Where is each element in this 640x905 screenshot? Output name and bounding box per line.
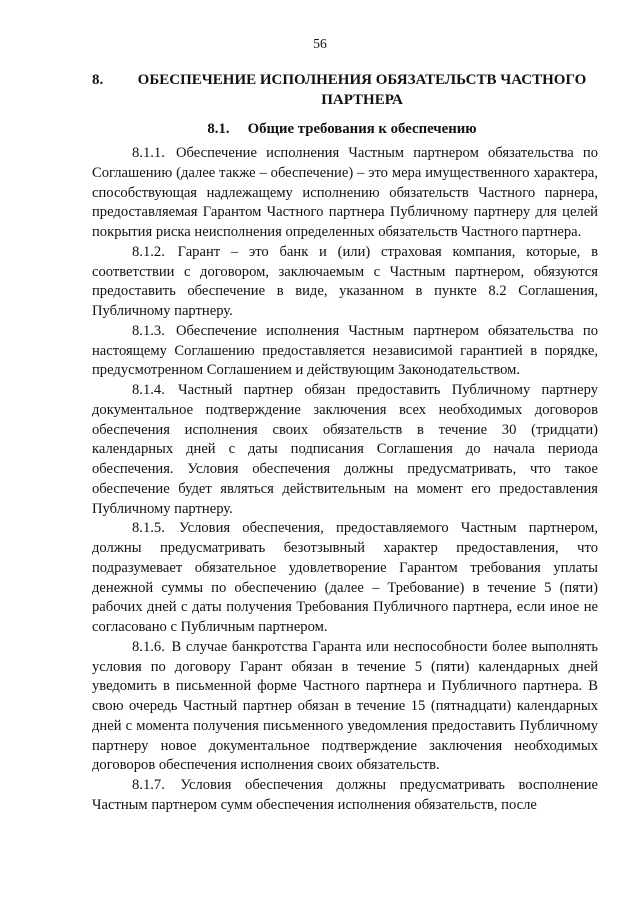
paragraph (92, 776, 598, 816)
paragraph-number: 8.1.1. (132, 145, 165, 161)
paragraph-text: Гарант – это банк и (или) страховая компания, которые, в соответствии с договором, заключаемым с Частным партнером, обязуются предоставить обеспечение в виде, указанном в пункте 8.2 Соглашения, Публичному партнеру. (92, 243, 598, 319)
paragraph (92, 638, 598, 776)
paragraph-text: В случае банкротства Гаранта или неспособности более выполнять условия по договору Гарант обязан в течение 5 (пяти) календарных дней уведомить в письменной форме Частного партнера и Публичного партнера. В свою очередь Частный партнер обязан в течение 15 (пятнадцати) календарных дней с момента получения письменного уведомления предоставить Публичному партнеру новое документальное подтверждение заключения необходимых договоров обеспечения исполнения своих обязательств. (92, 638, 598, 774)
paragraph-number: 8.1.7. (132, 777, 165, 793)
subsection-number: 8.1. (207, 121, 230, 137)
section-number: 8. (92, 72, 104, 88)
section-heading (92, 70, 592, 110)
body-text (92, 144, 598, 816)
section-title: ОБЕСПЕЧЕНИЕ ИСПОЛНЕНИЯ ОБЯЗАТЕЛЬСТВ ЧАСТНОГО ПАРТНЕРА (137, 72, 587, 108)
paragraph (92, 144, 598, 243)
paragraph-text: Обеспечение исполнения Частным партнером обязательства по настоящему Соглашению предоставляется независимой гарантией в порядке, предусмотренном Соглашением и действующим Законодательством. (92, 322, 598, 379)
paragraph-number: 8.1.4. (132, 382, 165, 398)
paragraph-number: 8.1.3. (132, 322, 165, 339)
paragraph-number: 8.1.6. (132, 638, 165, 655)
paragraph-text: Условия обеспечения должны предусматривать восполнение Частным партнером сумм обеспечения исполнения обязательств, после (92, 777, 599, 813)
page-number: 56 (313, 36, 327, 51)
paragraph (92, 322, 598, 381)
paragraph-number: 8.1.5. (132, 520, 165, 537)
paragraph-number: 8.1.2. (132, 243, 165, 260)
paragraph-text: Частный партнер обязан предоставить Публичному партнеру документальное подтверждение заключения всех необходимых договоров обеспечения исполнения своих обязательств в течение 30 (тридцати) календарных дней с даты подписания Соглашения до начала периода обеспечения. Условия обеспечения должны предусматривать, что такое обеспечение будет являться действительным на момент его предоставления Публичному партнеру. (92, 382, 598, 517)
paragraph-text: Условия обеспечения, предоставляемого Частным партнером, должны предусматривать безотзывный характер предоставления, что подразумевает обязательное удовлетворение Гарантом требования уплаты денежной суммы по обеспечению (далее – Требование) в течение 5 (пяти) рабочих дней с даты получения Требования Публичного партнера, если иное не согласовано с Публичным партнером. (92, 520, 598, 635)
subsection-title: Общие требования к обеспечению (247, 121, 477, 137)
paragraph-text: Обеспечение исполнения Частным партнером обязательства по Соглашению (далее также – обеспечение) – это мера имущественного характера, способствующая надлежащему исполнению обязательств Частного парнера, предоставляемая Гарантом Частного партнера Публичному партнеру для целей покрытия риска неисполнения определенных обязательств Частного партнера. (92, 145, 598, 240)
paragraph (92, 381, 598, 519)
paragraph (92, 519, 598, 638)
subsection-heading (92, 121, 592, 138)
paragraph (92, 243, 598, 322)
